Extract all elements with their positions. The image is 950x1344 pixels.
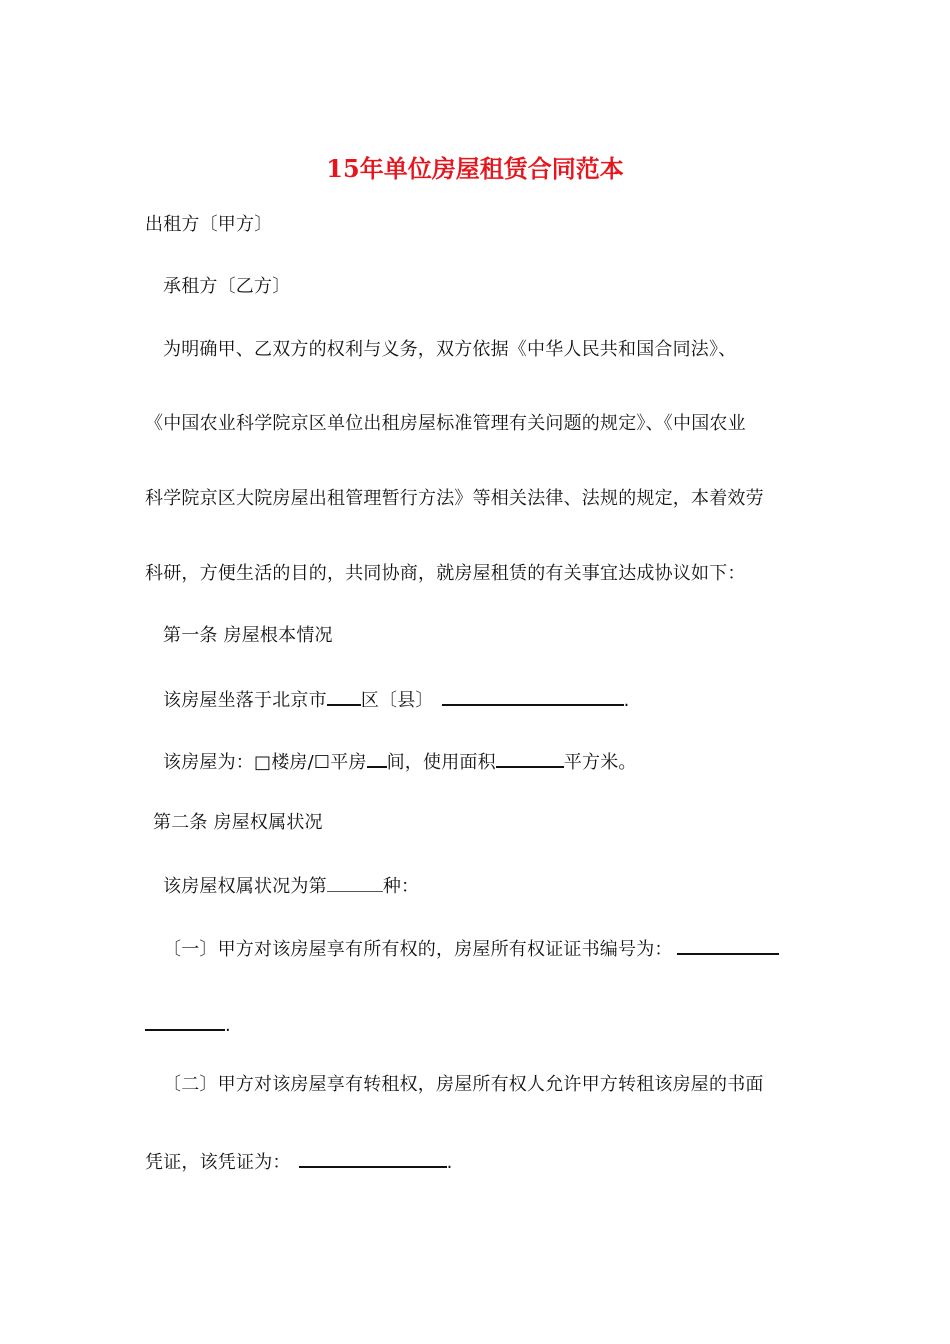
ownership-type-blank: [327, 873, 383, 892]
district-blank: [327, 686, 361, 706]
item-2-line-1: 〔二〕甲方对该房屋享有转租权，房屋所有权人允许甲方转租该房屋的书面: [163, 1074, 764, 1095]
voucher-blank: [299, 1148, 447, 1168]
preamble-line-4: 科研，方便生活的目的，共同协商，就房屋租赁的有关事宜达成协议如下：: [145, 563, 746, 584]
ownership-status-text-a: 该房屋权属状况为第: [163, 876, 327, 897]
item-1-end: .: [225, 1015, 231, 1036]
area-blank: [496, 748, 564, 768]
certificate-number-blank-cont: [145, 1011, 225, 1031]
lessor-label: 出租方〔甲方〕: [145, 214, 273, 235]
ownership-status-line: [163, 873, 419, 899]
item-1-continuation: [145, 1011, 231, 1038]
location-text-a: 该房屋坐落于北京市: [163, 690, 327, 711]
document-title: 15年单位房屋租赁合同范本: [326, 154, 624, 183]
certificate-number-blank: [677, 935, 779, 955]
location-line: [163, 686, 630, 713]
house-type-text-c: 平方米。: [563, 752, 637, 773]
location-text-b: 区〔县〕: [360, 690, 434, 711]
lessee-label: 承租方〔乙方〕: [163, 276, 291, 297]
item-1-line: [163, 935, 779, 962]
ownership-status-text-b: 种：: [382, 876, 420, 897]
house-type-line: [163, 748, 637, 775]
house-type-text-b: 间，使用面积: [386, 752, 496, 773]
address-blank: [442, 686, 624, 706]
preamble-line-3: 科学院京区大院房屋出租管理暂行方法》等相关法律、法规的规定，本着效劳: [145, 488, 764, 509]
article-2-heading: 第二条 房屋权属状况: [153, 812, 323, 833]
article-1-heading: 第一条 房屋根本情况: [163, 625, 333, 646]
rooms-blank: [367, 748, 387, 768]
location-end: .: [623, 690, 630, 711]
item-1-text: 〔一〕甲方对该房屋享有所有权的，房屋所有权证证书编号为：: [163, 939, 673, 960]
item-2-text-b: 凭证，该凭证为：: [145, 1152, 291, 1173]
preamble-line-1: 为明确甲、乙双方的权利与义务，双方依据《中华人民共和国合同法》、: [163, 339, 737, 360]
house-type-text-a: 该房屋为：□楼房/☐平房: [163, 752, 367, 773]
preamble-line-2: 《中国农业科学院京区单位出租房屋标准管理有关问题的规定》、《中国农业: [145, 413, 746, 434]
item-2-line-2: [145, 1148, 453, 1175]
item-2-end: .: [446, 1152, 453, 1173]
